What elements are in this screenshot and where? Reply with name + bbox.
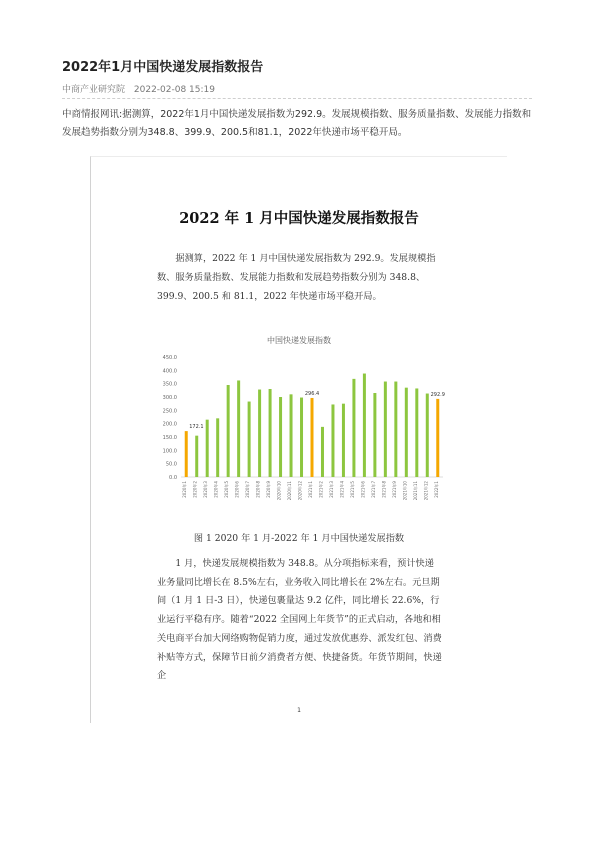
x-tick-label: 2020年2 — [192, 481, 198, 498]
bar — [311, 398, 314, 477]
x-tick-label: 2020年11 — [287, 481, 293, 501]
page-number: 1 — [297, 707, 301, 714]
bar — [195, 436, 198, 477]
x-tick-label: 2021年5 — [349, 481, 355, 498]
x-tick-label: 2022年1 — [433, 481, 439, 498]
y-tick-label: 200.0 — [162, 421, 177, 428]
y-tick-label: 350.0 — [162, 381, 177, 388]
data-label: 292.9 — [430, 391, 445, 398]
data-label: 296.4 — [304, 390, 320, 397]
y-tick-label: 400.0 — [162, 368, 177, 375]
bar — [321, 427, 324, 477]
x-tick-label: 2021年8 — [381, 481, 387, 498]
bar — [363, 374, 366, 477]
x-tick-label: 2020年5 — [224, 481, 230, 498]
document-title: 2022 年 1 月中国快递发展指数报告 — [179, 210, 419, 227]
x-tick-label: 2021年10 — [402, 481, 408, 501]
bar — [237, 380, 240, 477]
x-tick-label: 2020年1 — [182, 481, 188, 498]
figure-caption: 图 1 2020 年 1 月-2022 年 1 月中国快递发展指数 — [193, 533, 405, 544]
x-tick-label: 2021年4 — [339, 481, 345, 498]
x-tick-label: 2020年8 — [255, 481, 261, 498]
bar — [384, 382, 387, 477]
bar — [352, 379, 355, 477]
y-tick-label: 0.0 — [169, 475, 177, 481]
document-paragraph-2: 1 月，快递发展规模指数为 348.8。从分项指标来看，预计快递业务量同比增长在 8.5%左右，业务收入同比增长在 2%左右。元旦期间（1 月 1 日-3 日），快递包裹量达 9.2 亿件，同比增长 22.6%，行业运行平稳有序。随着“2022 全国网上年货节”的正式启动，各地和相关电商平台加大网络购物促销力度，通过发放优惠券、派发红包、消费补贴等方式，保障节日前夕消费者方便、快捷备货。年货节期间，快递企 — [157, 558, 442, 682]
bar — [258, 390, 261, 477]
article-title: 2022年1月中国快递发展指数报告 — [62, 60, 264, 75]
y-tick-label: 150.0 — [162, 435, 177, 441]
bar — [227, 385, 230, 477]
x-tick-label: 2021年3 — [328, 481, 334, 498]
article-meta — [62, 82, 215, 95]
x-tick-label: 2020年12 — [297, 481, 303, 501]
x-tick-label: 2021年7 — [370, 481, 376, 498]
x-tick-label: 2020年4 — [213, 481, 219, 498]
bar — [436, 399, 439, 477]
x-tick-label: 2020年9 — [266, 481, 272, 498]
y-tick-label: 250.0 — [162, 408, 177, 415]
divider — [62, 98, 532, 99]
x-tick-label: 2020年10 — [276, 481, 282, 501]
x-tick-label: 2021年1 — [308, 481, 313, 498]
bar — [185, 431, 188, 477]
document-paragraph-1: 据测算，2022 年 1 月中国快递发展指数为 292.9。发展规模指数、服务质量指数、发展能力指数和发展趋势指数分别为 348.8、399.9、200.5 和 81.1，2022 年快递市场平稳开局。 — [157, 253, 436, 302]
bar — [206, 420, 209, 477]
bar — [342, 404, 345, 477]
bar — [331, 404, 334, 477]
bar — [426, 394, 429, 477]
article-source[interactable]: 中商产业研究院 — [62, 85, 126, 95]
y-tick-label: 450.0 — [162, 355, 177, 361]
chart-title: 中国快递发展指数 — [267, 336, 331, 345]
x-tick-label: 2021年9 — [391, 481, 397, 498]
article-datetime: 2022-02-08 15:19 — [133, 85, 215, 95]
x-tick-label: 2020年7 — [245, 481, 251, 498]
bar — [290, 394, 293, 477]
bar — [415, 388, 418, 477]
data-label: 172.1 — [189, 424, 204, 431]
bar — [373, 393, 376, 477]
bar — [300, 398, 303, 477]
x-tick-label: 2021年2 — [318, 481, 324, 498]
bar — [279, 397, 282, 477]
y-tick-label: 300.0 — [162, 395, 177, 401]
bar-chart — [151, 351, 451, 523]
bar — [216, 418, 219, 477]
x-tick-label: 2020年3 — [203, 481, 209, 498]
bar — [269, 389, 272, 477]
x-tick-label: 2021年12 — [423, 481, 429, 501]
y-tick-label: 100.0 — [162, 448, 177, 455]
bar — [394, 382, 397, 477]
embedded-document-page — [90, 156, 507, 723]
bar — [405, 388, 408, 477]
article-intro: 中商情报网讯:据测算，2022年1月中国快递发展指数为292.9。发展规模指数、服务质量指数、发展能力指数和发展趋势指数分别为348.8、399.9、200.5和81.1，2022年快递市场平稳开局。 — [62, 109, 532, 138]
x-tick-label: 2021年6 — [360, 481, 366, 498]
y-tick-label: 50.0 — [165, 461, 177, 468]
x-tick-label: 2021年11 — [412, 481, 418, 501]
bar — [248, 402, 251, 477]
x-tick-label: 2020年6 — [234, 481, 240, 498]
